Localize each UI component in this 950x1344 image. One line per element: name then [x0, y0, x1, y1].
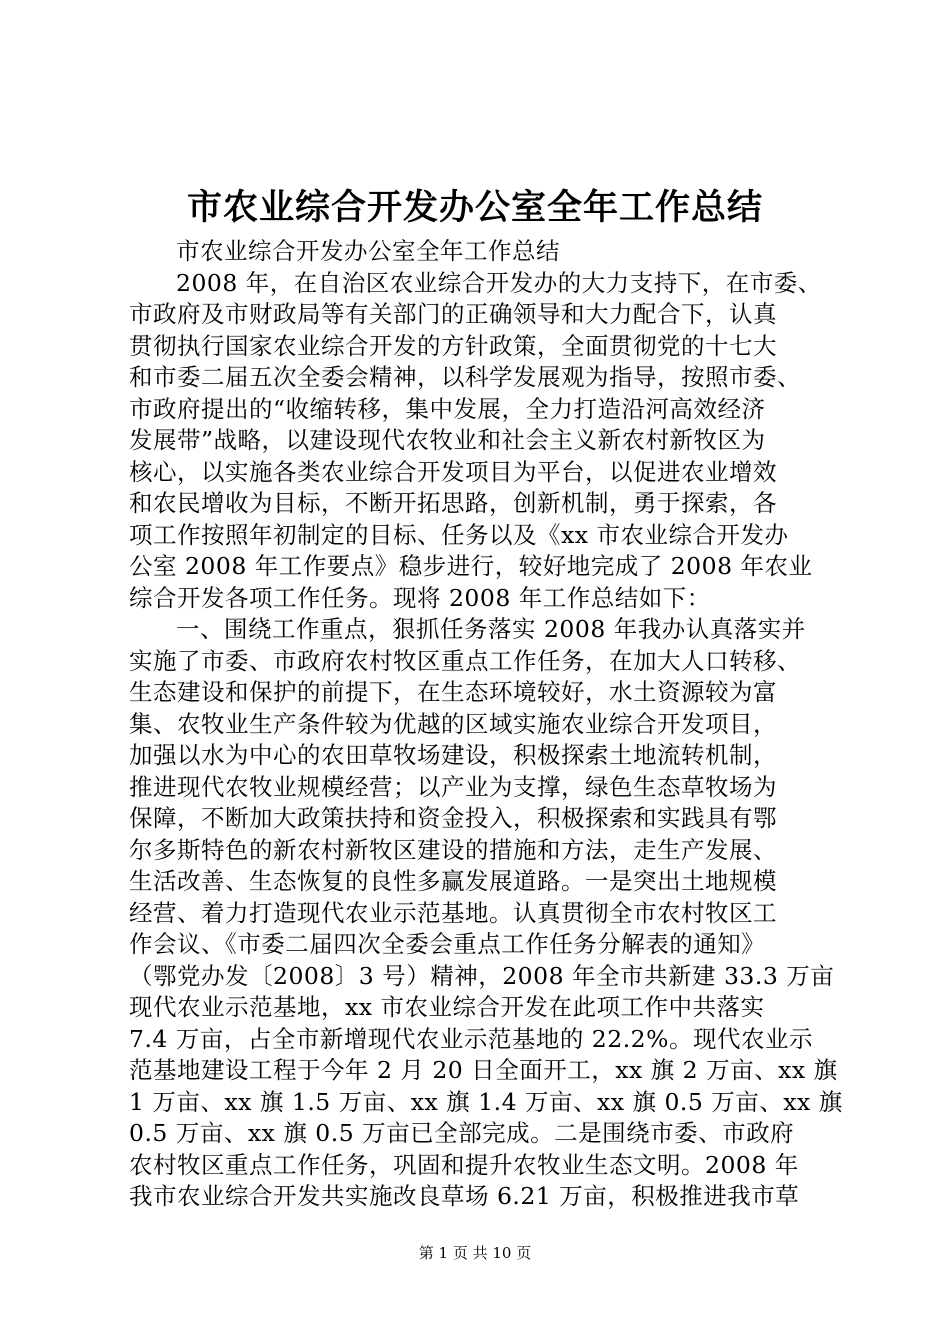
body-line: （鄂党办发〔2008〕3 号）精神，2008 年全市共新建 33.3 万亩: [129, 961, 835, 990]
body-line: 公室 2008 年工作要点》稳步进行，较好地完成了 2008 年农业: [129, 552, 813, 580]
body-line: 现代农业示范基地，xx 市农业综合开发在此项工作中共落实: [129, 993, 765, 1021]
body-line: 实施了市委、市政府农村牧区重点工作任务，在加大人口转移、: [129, 646, 801, 675]
body-line: 推进现代农牧业规模经营；以产业为支撑，绿色生态草牧场为: [129, 772, 777, 801]
body-line: 和市委二届五次全委会精神，以科学发展观为指导，按照市委、: [129, 363, 801, 391]
body-line: 范基地建设工程于今年 2 月 20 日全面开工，xx 旗 2 万亩、xx 旗: [129, 1056, 838, 1084]
body-line: 一、围绕工作重点，狠抓任务落实 2008 年我办认真落实并: [176, 615, 806, 643]
body-line: 贯彻执行国家农业综合开发的方针政策，全面贯彻党的十七大: [129, 331, 777, 360]
document-body: [129, 236, 843, 1213]
body-line: 市政府及市财政局等有关部门的正确领导和大力配合下，认真: [129, 300, 777, 328]
body-line: 核心，以实施各类农业综合开发项目为平台，以促进农业增效: [129, 457, 777, 486]
document-title: 市农业综合开发办公室全年工作总结: [186, 187, 763, 228]
body-line: 我市农业综合开发共实施改良草场 6.21 万亩，积极推进我市草: [129, 1182, 800, 1210]
body-line: 生态建设和保护的前提下，在生态环境较好，水土资源较为富: [129, 678, 777, 706]
body-line: 市政府提出的“收缩转移，集中发展，全力打造沿河高效经济: [129, 394, 766, 423]
body-line: 生活改善、生态恢复的良性多赢发展道路。一是突出土地规模: [129, 867, 777, 895]
page-number-footer: 第 1 页 共 10 页: [418, 1244, 532, 1262]
body-line: 2008 年，在自治区农业综合开发办的大力支持下，在市委、: [176, 268, 822, 297]
body-line: 市农业综合开发办公室全年工作总结: [176, 237, 560, 265]
body-line: 尔多斯特色的新农村新牧区建设的措施和方法，走生产发展、: [129, 835, 777, 864]
body-line: 集、农牧业生产条件较为优越的区域实施农业综合开发项目，: [129, 709, 777, 738]
body-line: 0.5 万亩、xx 旗 0.5 万亩已全部完成。二是围绕市委、市政府: [129, 1119, 795, 1147]
body-line: 和农民增收为目标，不断开拓思路，创新机制，勇于探索，各: [129, 489, 777, 517]
body-line: 7.4 万亩，占全市新增现代农业示范基地的 22.2%。现代农业示: [129, 1024, 813, 1053]
body-line: 农村牧区重点工作任务，巩固和提升农牧业生态文明。2008 年: [129, 1150, 799, 1179]
body-line: 加强以水为中心的农田草牧场建设，积极探索土地流转机制，: [129, 741, 777, 769]
body-line: 项工作按照年初制定的目标、任务以及《xx 市农业综合开发办: [129, 520, 789, 549]
body-line: 1 万亩、xx 旗 1.5 万亩、xx 旗 1.4 万亩、xx 旗 0.5 万亩、xx 旗: [129, 1087, 843, 1116]
body-line: 经营、着力打造现代农业示范基地。认真贯彻全市农村牧区工: [129, 898, 777, 927]
body-line: 发展带”战略，以建设现代农牧业和社会主义新农村新牧区为: [129, 426, 766, 454]
body-line: 保障，不断加大政策扶持和资金投入，积极探索和实践具有鄂: [129, 804, 777, 832]
body-line: 综合开发各项工作任务。现将 2008 年工作总结如下：: [129, 583, 711, 612]
body-line: 作会议、《市委二届四次全委会重点工作任务分解表的通知》: [129, 930, 766, 958]
